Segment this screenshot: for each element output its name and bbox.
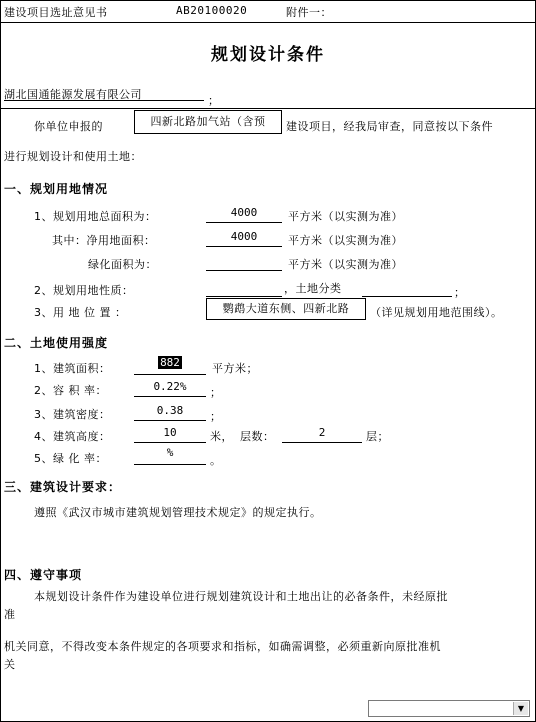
net-area-value: 4000 bbox=[230, 230, 258, 243]
green-area-label: 绿化面积为： bbox=[88, 258, 157, 271]
location-field[interactable]: 鹦鹉大道东侧、四新北路 bbox=[206, 298, 366, 320]
section4-heading: 四、遵守事项 bbox=[4, 568, 83, 582]
company-suffix: ； bbox=[208, 94, 220, 107]
floors-underline bbox=[282, 442, 362, 443]
height-value: 10 bbox=[163, 426, 177, 439]
far-label: 2、容 积 率： bbox=[34, 384, 107, 397]
green-rate-end: 。 bbox=[210, 454, 222, 467]
building-area-label: 1、建筑面积： bbox=[34, 362, 111, 375]
floors-unit: 层； bbox=[366, 430, 389, 443]
location-note: （详见规划用地范围线）。 bbox=[370, 306, 503, 319]
page-title: 规划设计条件 bbox=[211, 45, 325, 65]
section3-text: 遵照《武汉市城市建筑规划管理技术规定》的规定执行。 bbox=[34, 506, 322, 519]
far-end: ； bbox=[210, 386, 222, 399]
density-underline bbox=[134, 420, 206, 421]
header-attachment: 附件一： bbox=[286, 6, 332, 19]
approval-text: 建设项目，经我局审查，同意按以下条件 bbox=[286, 120, 493, 133]
green-area-unit: 平方米（以实测为准） bbox=[288, 258, 403, 271]
net-area-underline bbox=[206, 246, 282, 247]
land-nature-label: 2、规划用地性质： bbox=[34, 284, 134, 297]
land-class-end: ； bbox=[454, 286, 466, 299]
green-area-underline bbox=[206, 270, 282, 271]
section4-line3: 机关同意，不得改变本条件规定的各项要求和指标，如确需调整，必须重新向原批准机 bbox=[4, 640, 441, 653]
net-area-unit: 平方米（以实测为准） bbox=[288, 234, 403, 247]
location-label: 3、用 地 位 置 ： bbox=[34, 306, 127, 319]
header-divider bbox=[0, 22, 536, 23]
green-rate-label: 5、绿 化 率： bbox=[34, 452, 107, 465]
total-area-label: 1、规划用地总面积为： bbox=[34, 210, 157, 223]
height-unit: 米， bbox=[210, 430, 233, 443]
intro-text: 你单位申报的 bbox=[34, 120, 103, 133]
green-rate-value: % bbox=[166, 446, 174, 459]
floors-label: 层数： bbox=[240, 430, 275, 443]
net-area-label: 其中：净用地面积： bbox=[52, 234, 156, 247]
bottom-select[interactable] bbox=[368, 700, 530, 717]
far-value: 0.22% bbox=[153, 380, 187, 393]
section2-heading: 二、土地使用强度 bbox=[4, 336, 109, 350]
header-code: AB20100020 bbox=[176, 4, 248, 17]
applicant-company: 湖北国通能源发展有限公司 bbox=[4, 88, 142, 101]
land-class-underline bbox=[362, 296, 452, 297]
building-area-unit: 平方米； bbox=[212, 362, 258, 375]
density-end: ； bbox=[210, 410, 222, 423]
approval-text-2: 进行规划设计和使用土地： bbox=[4, 150, 142, 163]
building-area-value-wrap bbox=[134, 356, 206, 369]
total-area-unit: 平方米（以实测为准） bbox=[288, 210, 403, 223]
company-underline bbox=[4, 100, 204, 101]
building-area-underline bbox=[134, 374, 206, 375]
total-area-underline bbox=[206, 222, 282, 223]
applicant-divider bbox=[0, 108, 536, 109]
section4-line4: 关 bbox=[4, 658, 16, 671]
total-area-value: 4000 bbox=[230, 206, 258, 219]
floors-value: 2 bbox=[318, 426, 326, 439]
height-label: 4、建筑高度： bbox=[34, 430, 111, 443]
section4-line2: 准 bbox=[4, 608, 16, 621]
section3-heading: 三、建筑设计要求： bbox=[4, 480, 122, 494]
section4-line1: 本规划设计条件作为建设单位进行规划建筑设计和土地出让的必备条件，未经原批 bbox=[34, 590, 448, 603]
density-value: 0.38 bbox=[156, 404, 184, 417]
land-class-label: ，土地分类 bbox=[284, 282, 342, 295]
header-doc-type: 建设项目选址意见书 bbox=[4, 6, 108, 19]
height-underline bbox=[134, 442, 206, 443]
green-rate-underline bbox=[134, 464, 206, 465]
building-area-value[interactable]: 882 bbox=[160, 356, 180, 369]
chevron-down-icon[interactable]: ▼ bbox=[513, 702, 528, 715]
project-name-field[interactable]: 四新北路加气站（含预 bbox=[134, 110, 282, 134]
land-nature-underline bbox=[206, 296, 282, 297]
far-underline bbox=[134, 396, 206, 397]
section1-heading: 一、规划用地情况 bbox=[4, 182, 109, 196]
density-label: 3、建筑密度： bbox=[34, 408, 111, 421]
